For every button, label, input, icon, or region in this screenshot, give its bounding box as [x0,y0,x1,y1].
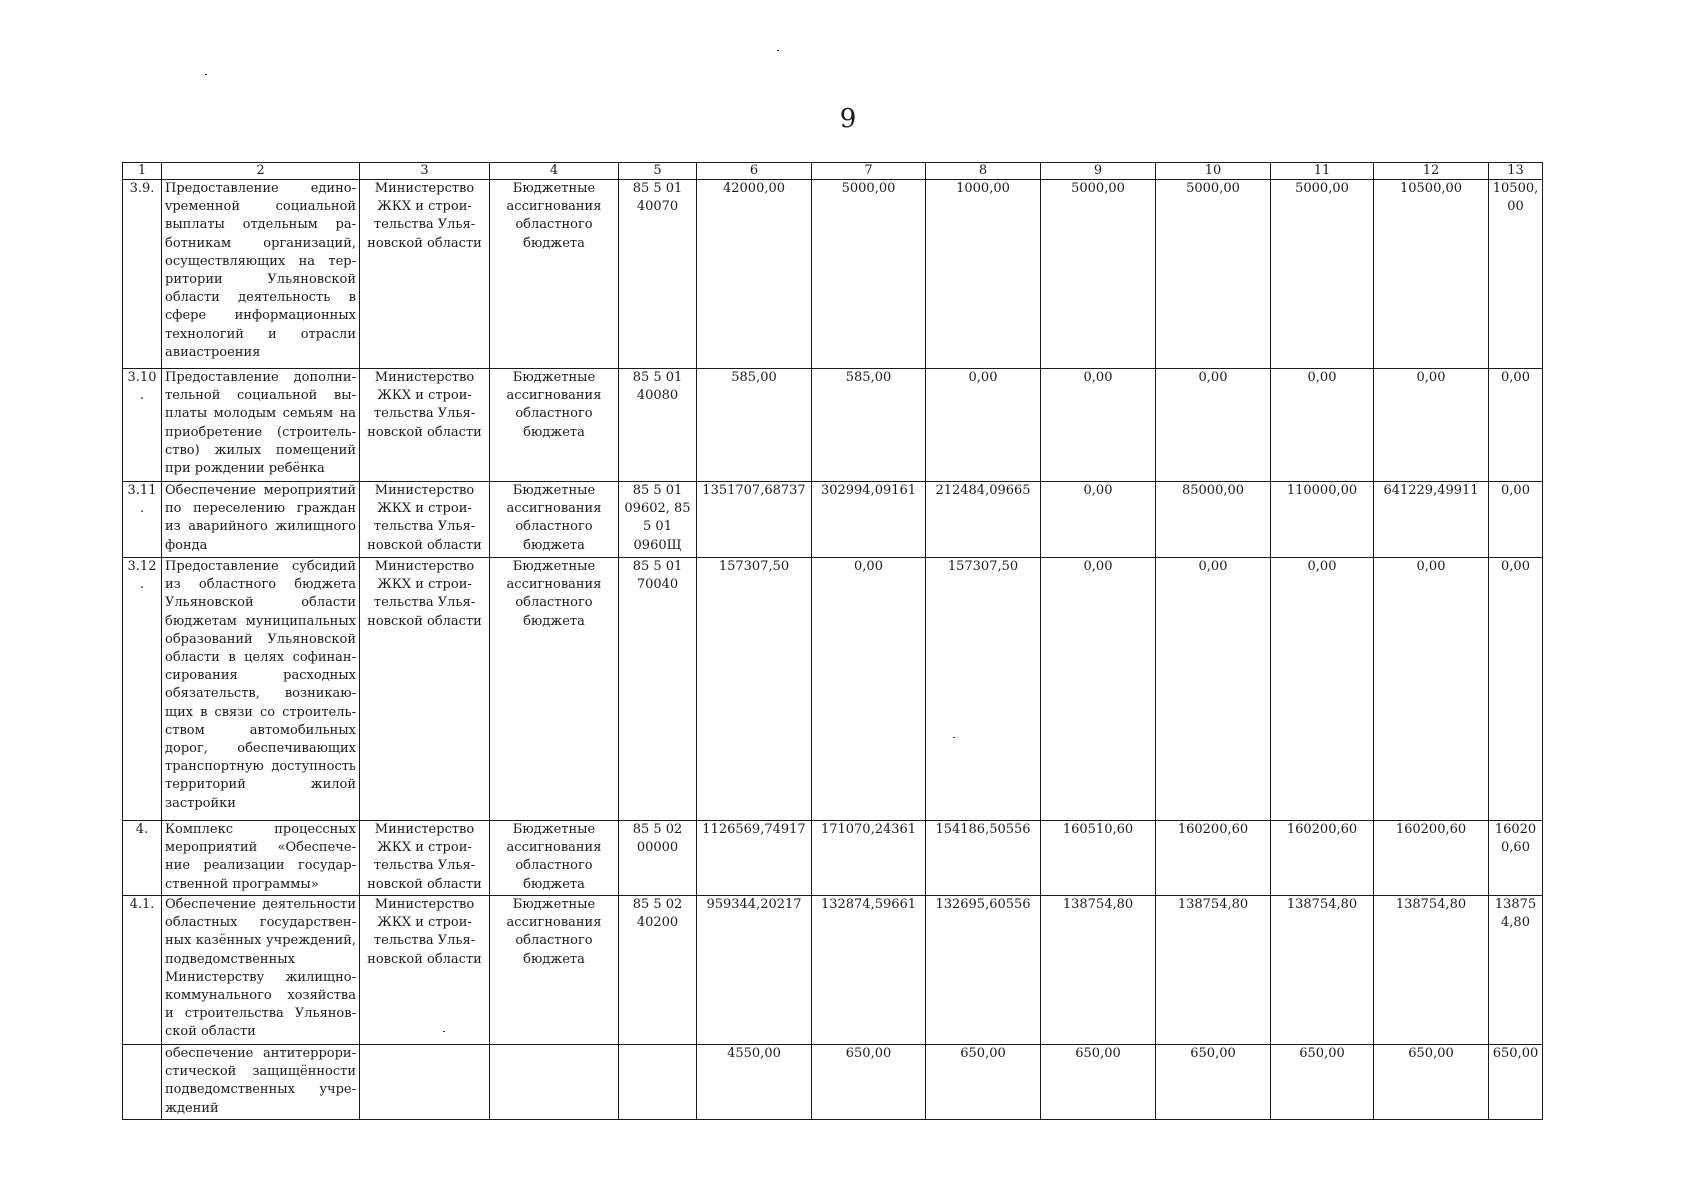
measure-name-cell: Обеспечение деятельности областных государственных казённых учреждений, подведомственных Министерству жилищно-коммунального хозяйства и строительства Ульяновской области [162,896,360,1045]
row-number-cell [123,1045,162,1120]
measure-name-cell: обеспечение антитеррористической защищённости подведомственных учреждений [162,1045,360,1120]
amount-cell: 1126569,74917 [697,821,812,896]
measure-name-cell: Предоставление дополнительной социальной выплаты молодым семьям на приобретение (строительство) жилых помещений при рождении ребёнка [162,369,360,482]
column-header: 10 [1156,163,1271,180]
scan-speck [777,50,779,51]
executor-cell: Министерство ЖКХ и строи-тельства Улья-новской области [360,180,490,369]
amount-cell: 0,00 [812,558,926,821]
amount-cell: 138754,80 [1271,896,1374,1045]
column-header: 6 [697,163,812,180]
amount-cell: 0,00 [1489,369,1543,482]
funding-source-cell: Бюджетные ассигнования областного бюджета [490,821,619,896]
amount-cell: 10500,00 [1374,180,1489,369]
funding-source-cell [490,1045,619,1120]
column-header: 5 [619,163,697,180]
column-number-row [123,163,1543,180]
table-body [123,163,1543,1120]
measure-name-cell: Предоставление субсидий из областного бюджета Ульяновской области бюджетам муниципальных образований Ульяновской области в целях софинансирования расходных обязательств, возникающих в связи со строительством автомобильных дорог, обеспечивающих транспортную доступность территорий жилой застройки [162,558,360,821]
row-number-cell: 3.12. [123,558,162,821]
amount-cell: 160200,60 [1271,821,1374,896]
amount-cell: 650,00 [1271,1045,1374,1120]
scan-speck [205,74,207,75]
budget-code-cell: 85 5 01 40080 [619,369,697,482]
amount-cell: 5000,00 [1041,180,1156,369]
amount-cell: 85000,00 [1156,482,1271,558]
budget-code-cell: 85 5 02 00000 [619,821,697,896]
measure-name-cell: Предоставление единоvременной социальной выплаты отдельным работникам организаций, осуществляющих на территории Ульяновской области деятельность в сфере информационных технологий и отрасли авиастроения [162,180,360,369]
executor-cell: Министерство ЖКХ и строи-тельства Улья-новской области [360,482,490,558]
column-header: 12 [1374,163,1489,180]
executor-cell: Министерство ЖКХ и строи-тельства Улья-новской области [360,821,490,896]
amount-cell: 42000,00 [697,180,812,369]
table-row [123,180,1543,369]
amount-cell: 138754,80 [1041,896,1156,1045]
amount-cell: 160200,60 [1489,821,1543,896]
amount-cell: 650,00 [926,1045,1041,1120]
amount-cell: 0,00 [1156,558,1271,821]
column-header: 2 [162,163,360,180]
executor-cell: Министерство ЖКХ и строи-тельства Улья-новской области [360,369,490,482]
amount-cell: 650,00 [1156,1045,1271,1120]
budget-code-cell: 85 5 01 09602, 85 5 01 0960Щ [619,482,697,558]
amount-cell: 132874,59661 [812,896,926,1045]
funding-source-cell: Бюджетные ассигнования областного бюджета [490,482,619,558]
amount-cell: 650,00 [1374,1045,1489,1120]
amount-cell: 132695,60556 [926,896,1041,1045]
amount-cell: 0,00 [1041,558,1156,821]
amount-cell: 1000,00 [926,180,1041,369]
amount-cell: 0,00 [1374,558,1489,821]
amount-cell: 10500,00 [1489,180,1543,369]
amount-cell: 212484,09665 [926,482,1041,558]
funding-source-cell: Бюджетные ассигнования областного бюджета [490,180,619,369]
amount-cell: 959344,20217 [697,896,812,1045]
amount-cell: 650,00 [812,1045,926,1120]
funding-source-cell: Бюджетные ассигнования областного бюджета [490,369,619,482]
budget-code-cell [619,1045,697,1120]
measure-name-cell: Комплекс процессных мероприятий «Обеспечение реализации государственной программы» [162,821,360,896]
executor-cell [360,1045,490,1120]
amount-cell: 157307,50 [697,558,812,821]
amount-cell: 5000,00 [1271,180,1374,369]
column-header: 8 [926,163,1041,180]
amount-cell: 0,00 [1489,558,1543,821]
amount-cell: 4550,00 [697,1045,812,1120]
column-header: 13 [1489,163,1543,180]
column-header: 3 [360,163,490,180]
budget-code-cell: 85 5 01 70040 [619,558,697,821]
row-number-cell: 4. [123,821,162,896]
budget-code-cell: 85 5 02 40200 [619,896,697,1045]
column-header: 9 [1041,163,1156,180]
amount-cell: 0,00 [1271,369,1374,482]
amount-cell: 0,00 [926,369,1041,482]
amount-cell: 5000,00 [812,180,926,369]
amount-cell: 138754,80 [1489,896,1543,1045]
table-row [123,896,1543,1045]
table-row [123,558,1543,821]
amount-cell: 157307,50 [926,558,1041,821]
amount-cell: 585,00 [697,369,812,482]
amount-cell: 0,00 [1156,369,1271,482]
amount-cell: 0,00 [1271,558,1374,821]
funding-source-cell: Бюджетные ассигнования областного бюджета [490,558,619,821]
table-row [123,1045,1543,1120]
amount-cell: 0,00 [1489,482,1543,558]
amount-cell: 650,00 [1489,1045,1543,1120]
amount-cell: 585,00 [812,369,926,482]
amount-cell: 138754,80 [1156,896,1271,1045]
amount-cell: 1351707,68737 [697,482,812,558]
budget-code-cell: 85 5 01 40070 [619,180,697,369]
amount-cell: 650,00 [1041,1045,1156,1120]
amount-cell: 138754,80 [1374,896,1489,1045]
amount-cell: 110000,00 [1271,482,1374,558]
column-header: 4 [490,163,619,180]
amount-cell: 302994,09161 [812,482,926,558]
amount-cell: 160510,60 [1041,821,1156,896]
executor-cell: Министерство ЖКХ и строи-тельства Улья-новской области [360,558,490,821]
row-number-cell: 3.9. [123,180,162,369]
amount-cell: 171070,24361 [812,821,926,896]
row-number-cell: 3.10. [123,369,162,482]
executor-cell: Министерство ЖКХ и строи-тельства Улья-новской области [360,896,490,1045]
amount-cell: 0,00 [1041,482,1156,558]
row-number-cell: 4.1. [123,896,162,1045]
table-row [123,821,1543,896]
row-number-cell: 3.11. [123,482,162,558]
page-number: 9 [839,104,857,134]
amount-cell: 154186,50556 [926,821,1041,896]
table-row [123,482,1543,558]
amount-cell: 160200,60 [1156,821,1271,896]
funding-source-cell: Бюджетные ассигнования областного бюджета [490,896,619,1045]
amount-cell: 5000,00 [1156,180,1271,369]
table-row [123,369,1543,482]
amount-cell: 160200,60 [1374,821,1489,896]
column-header: 1 [123,163,162,180]
column-header: 11 [1271,163,1374,180]
column-header: 7 [812,163,926,180]
measure-name-cell: Обеспечение мероприятий по переселению граждан из аварийного жилищного фонда [162,482,360,558]
amount-cell: 0,00 [1041,369,1156,482]
amount-cell: 641229,49911 [1374,482,1489,558]
budget-table [122,162,1543,1120]
amount-cell: 0,00 [1374,369,1489,482]
